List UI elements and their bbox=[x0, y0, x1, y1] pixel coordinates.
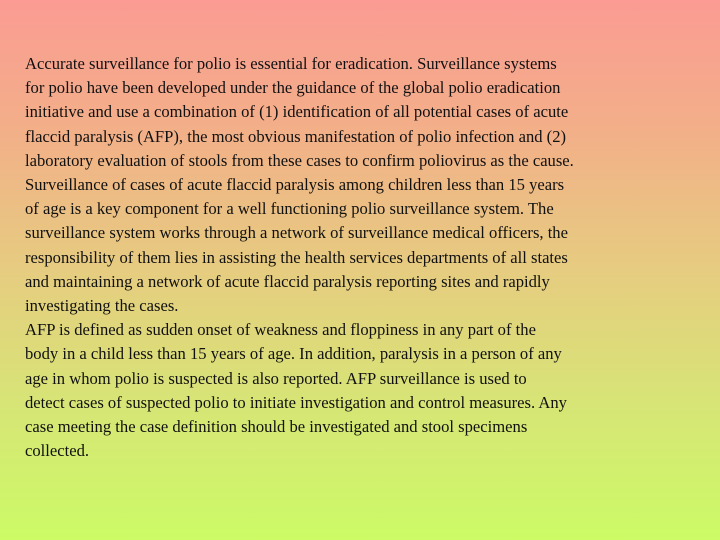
text-line: surveillance system works through a network of surveillance medical officers, the bbox=[25, 223, 568, 243]
text-line: for polio have been developed under the guidance of the global polio eradication bbox=[25, 78, 561, 98]
text-line: Accurate surveillance for polio is essential for eradication. Surveillance systems bbox=[25, 54, 557, 73]
text-line: body in a child less than 15 years of age. In addition, paralysis in a person of any bbox=[25, 344, 562, 364]
text-line: of age is a key component for a well functioning polio surveillance system. The bbox=[25, 199, 554, 219]
text-line: initiative and use a combination of (1) identification of all potential cases of acute bbox=[25, 102, 569, 122]
text-line: laboratory evaluation of stools from these cases to confirm poliovirus as the cause. bbox=[25, 150, 574, 170]
text-line: AFP is defined as sudden onset of weakness and floppiness in any part of the bbox=[25, 320, 536, 340]
text-line: flaccid paralysis (AFP), the most obvious manifestation of polio infection and (2) bbox=[25, 126, 567, 146]
slide-text-block bbox=[25, 52, 697, 463]
text-line: case meeting the case definition should be investigated and stool specimens bbox=[25, 417, 528, 437]
text-line: detect cases of suspected polio to initiate investigation and control measures. Any bbox=[25, 392, 567, 412]
text-line: Surveillance of cases of acute flaccid paralysis among children less than 15 years bbox=[25, 175, 565, 195]
text-line: and maintaining a network of acute flaccid paralysis reporting sites and rapidly bbox=[25, 271, 550, 291]
text-line: age in whom polio is suspected is also reported. AFP surveillance is used to bbox=[25, 368, 527, 388]
text-line: investigating the cases. bbox=[25, 296, 179, 316]
text-line: collected. bbox=[25, 441, 90, 461]
text-line: responsibility of them lies in assisting the health services departments of all states bbox=[25, 247, 568, 267]
